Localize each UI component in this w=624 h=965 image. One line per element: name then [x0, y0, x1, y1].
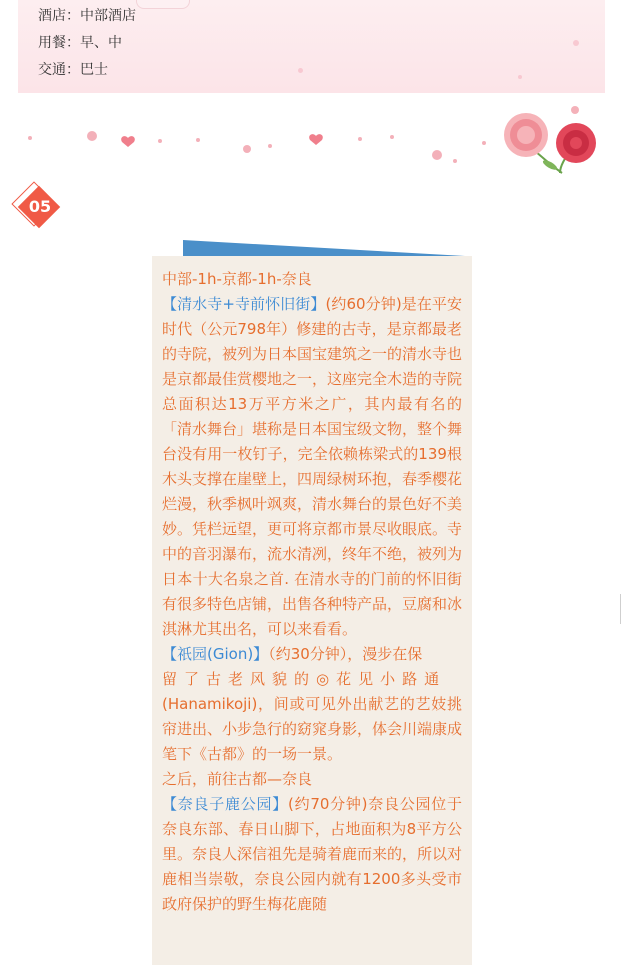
- kiyomizu-text: (约60分钟)是在平安时代（公元798年）修建的古寺，是京都最老的寺院，被列为日本国宝建筑之一的清水寺也是京都最佳赏樱地之一，这座完全木造的寺院总面积达13万平方米之广，其内最有名的「清水舞台」堪称是日本国宝级文物，整个舞台没有用一枚钉子，完全依赖栋梁式的139根木头支撑在崖壁上，四周绿树环抱，春季樱花烂漫，秋季枫叶飒爽，清水舞台的景色好不美妙。凭栏远望，更可将京都市景尽收眼底。寺中的音羽瀑布，流水清冽，终年不绝，被列为日本十大名泉之首. 在清水寺的门前的怀旧街有很多特色店铺，出售各种特产品，豆腐和冰淇淋尤其出名，可以来看看。: [162, 295, 463, 638]
- nara-title: 【奈良子鹿公园】: [162, 795, 288, 813]
- day-number: 05: [28, 197, 52, 216]
- gion-text-c: (Hanamikoji)，间或可见外出献艺的艺妓挑帘进出、小步急行的窈窕身影，体会川端康成笔下《古都》的一场一景。: [162, 695, 463, 763]
- gion-title: 【祇园(Gion)】: [162, 645, 269, 663]
- hotel-line: 酒店：中部酒店: [38, 8, 136, 24]
- gion-text-a: （约30分钟），漫步在保: [268, 645, 423, 663]
- itinerary-content: [162, 267, 462, 917]
- kiyomizu-title: 【清水寺+寺前怀旧街】: [162, 295, 326, 313]
- gion-paragraph: [162, 642, 462, 767]
- carnation-flowers: [504, 113, 596, 173]
- floral-decoration: [0, 93, 624, 183]
- card-tab-edge: [136, 0, 190, 9]
- transport-line: 交通：巴士: [38, 62, 108, 78]
- nara-text: (约70分钟)奈良公园位于奈良东部、春日山脚下，占地面积为8平方公里。奈良人深信祖先是骑着鹿而来的，所以对鹿相当崇敬，奈良公园内就有1200多头受市政府保护的野生梅花鹿随: [162, 795, 463, 913]
- hotel-info-card: [18, 0, 605, 93]
- scroll-indicator[interactable]: [620, 594, 621, 624]
- meal-line: 用餐：早、中: [38, 35, 122, 51]
- transfer-line: 之后，前往古都—奈良: [162, 770, 313, 788]
- route-line: 中部-1h-京都-1h-奈良: [162, 270, 312, 288]
- day-number-badge: [16, 186, 60, 230]
- nara-paragraph: [162, 792, 462, 917]
- kiyomizu-paragraph: [162, 292, 462, 642]
- gion-text-b: 留了古老风貌的◎花见小路通: [162, 670, 447, 688]
